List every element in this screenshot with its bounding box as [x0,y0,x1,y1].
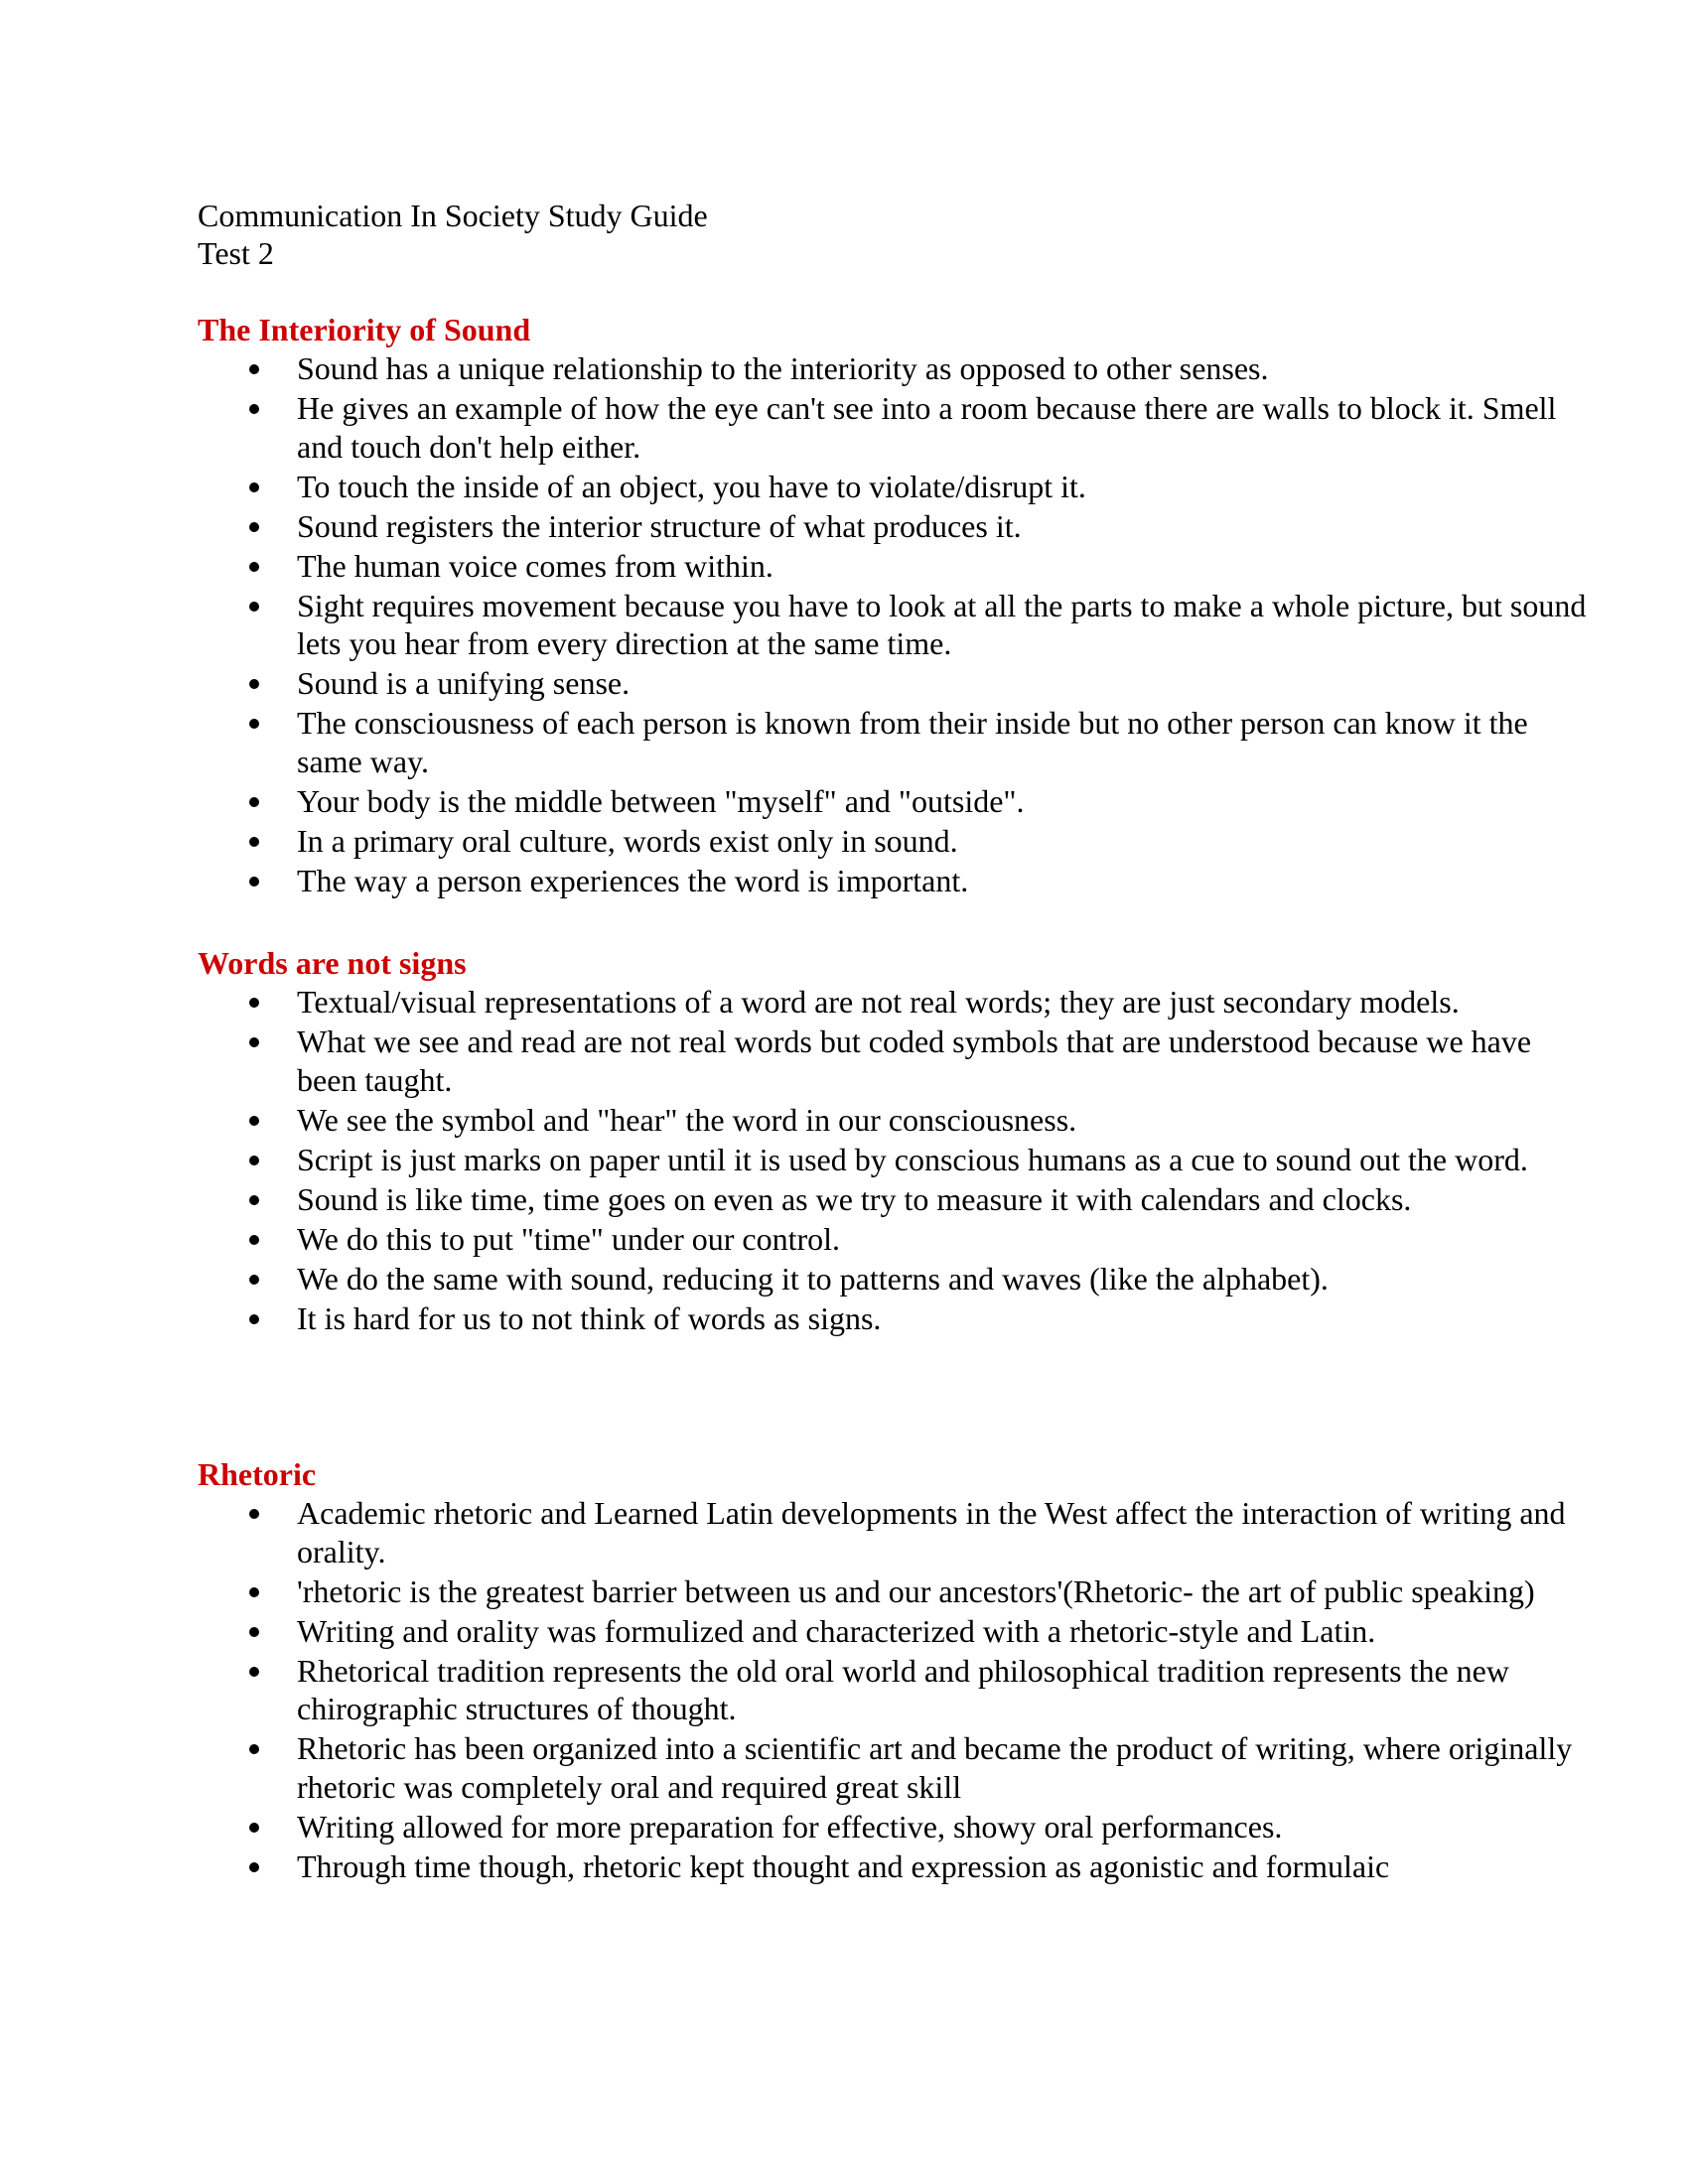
list-item-text: The human voice comes from within. [297,547,774,584]
list-item-text: Sight requires movement because you have to look at all the parts to make a whole picture, but sound lets you hear from every direction at the same time. [297,587,1587,661]
bullet-dot-icon [249,1116,259,1126]
bullet-dot-icon [249,1823,259,1833]
list-item [198,1612,1508,1651]
section-rhetoric [198,1454,1573,1887]
list-item [198,1023,1532,1099]
bullet-dot-icon [249,602,259,612]
list-item-text: We see the symbol and "hear" the word in our consciousness. [297,1101,1077,1138]
list-item [198,349,1508,388]
list-item-text: Academic rhetoric and Learned Latin developments in the West affect the interaction of writing and orality. [297,1495,1566,1570]
list-item [198,1494,1566,1570]
bullet-dot-icon [249,404,259,414]
list-item [198,1299,1508,1338]
bullet-dot-icon [249,562,259,572]
list-item [198,1220,1508,1259]
document-title: Communication In Society Study Guide [198,198,708,233]
list-item [198,1729,1573,1806]
list-item-text: Through time though, rhetoric kept thought and expression as agonistic and formulaic [297,1847,1390,1884]
list-item [198,1808,1508,1846]
list-item-text: The way a person experiences the word is important. [297,862,969,898]
bullet-dot-icon [249,1037,259,1047]
section-heading: Rhetoric [198,1456,317,1492]
list-item-text: We do this to put "time" under our control. [297,1220,841,1257]
list-item [198,1847,1508,1886]
document-header [198,197,708,272]
bullet-dot-icon [249,998,259,1008]
section-interiority-of-sound [198,310,1587,901]
list-item [198,1180,1508,1219]
list-item [198,1260,1508,1298]
list-item [198,507,1508,546]
bullet-dot-icon [249,1862,259,1872]
list-item-text: The consciousness of each person is known from their inside but no other person can know it the same way. [297,705,1528,779]
bullet-dot-icon [249,797,259,807]
bullet-dot-icon [249,1627,259,1637]
bullet-dot-icon [249,679,259,689]
bullet-dot-icon [249,482,259,492]
list-item-text: He gives an example of how the eye can't see into a room because there are walls to block it. Smell and touch don't help either. [297,390,1557,465]
list-item-text: Script is just marks on paper until it is used by conscious humans as a cue to sound out the word. [297,1141,1528,1177]
list-item [198,468,1508,506]
bullet-dot-icon [249,1587,259,1597]
list-item-text: Sound is like time, time goes on even as we try to measure it with calendars and clocks. [297,1180,1412,1217]
bullet-list [198,983,1532,1337]
list-item [198,389,1557,466]
list-item [198,983,1508,1022]
section-heading: Words are not signs [198,945,467,981]
bullet-dot-icon [249,1195,259,1205]
list-item [198,587,1587,663]
bullet-dot-icon [249,1509,259,1519]
bullet-list [198,1494,1573,1885]
bullet-dot-icon [249,1275,259,1285]
list-item-text: In a primary oral culture, words exist only in sound. [297,822,958,859]
list-item [198,547,1508,586]
list-item [198,1652,1508,1728]
list-item-text: Textual/visual representations of a word are not real words; they are just secondary models. [297,984,1460,1020]
bullet-dot-icon [249,1667,259,1677]
list-item-text: Your body is the middle between "myself" and "outside". [297,782,1025,819]
list-item [198,664,1508,703]
bullet-dot-icon [249,877,259,887]
list-item-text: What we see and read are not real words but coded symbols that are understood because we have been taught. [297,1024,1532,1098]
list-item-text: Writing allowed for more preparation for effective, showy oral performances. [297,1808,1283,1844]
list-item-text: Rhetorical tradition represents the old oral world and philosophical tradition represents the new chirographic structures of thought. [297,1652,1509,1726]
bullet-dot-icon [249,1235,259,1245]
list-item [198,782,1508,821]
section-heading: The Interiority of Sound [198,312,531,347]
list-item-text: Sound is a unifying sense. [297,665,631,701]
bullet-dot-icon [249,522,259,532]
list-item-text: It is hard for us to not think of words as signs. [297,1299,882,1336]
bullet-dot-icon [249,1156,259,1165]
section-words-are-not-signs [198,943,1532,1339]
list-item-text: 'rhetoric is the greatest barrier between us and our ancestors'(Rhetoric- the art of public speaking) [297,1572,1535,1609]
list-item-text: To touch the inside of an object, you have to violate/disrupt it. [297,468,1086,504]
list-item-text: Writing and orality was formulized and characterized with a rhetoric-style and Latin. [297,1612,1376,1649]
bullet-dot-icon [249,1744,259,1754]
list-item-text: Sound has a unique relationship to the interiority as opposed to other senses. [297,350,1269,386]
bullet-dot-icon [249,719,259,729]
list-item [198,704,1528,780]
list-item-text: Sound registers the interior structure of what produces it. [297,507,1022,544]
list-item [198,1101,1508,1140]
list-item-text: Rhetoric has been organized into a scientific art and became the product of writing, where originally rhetoric was completely oral and required great skill [297,1730,1573,1805]
bullet-dot-icon [249,1314,259,1324]
bullet-dot-icon [249,364,259,374]
list-item [198,862,1508,900]
list-item-text: We do the same with sound, reducing it to patterns and waves (like the alphabet). [297,1260,1329,1297]
bullet-list [198,349,1587,899]
document-subtitle: Test 2 [198,235,274,271]
list-item [198,1572,1535,1611]
list-item [198,1141,1528,1179]
list-item [198,822,1508,861]
bullet-dot-icon [249,837,259,847]
